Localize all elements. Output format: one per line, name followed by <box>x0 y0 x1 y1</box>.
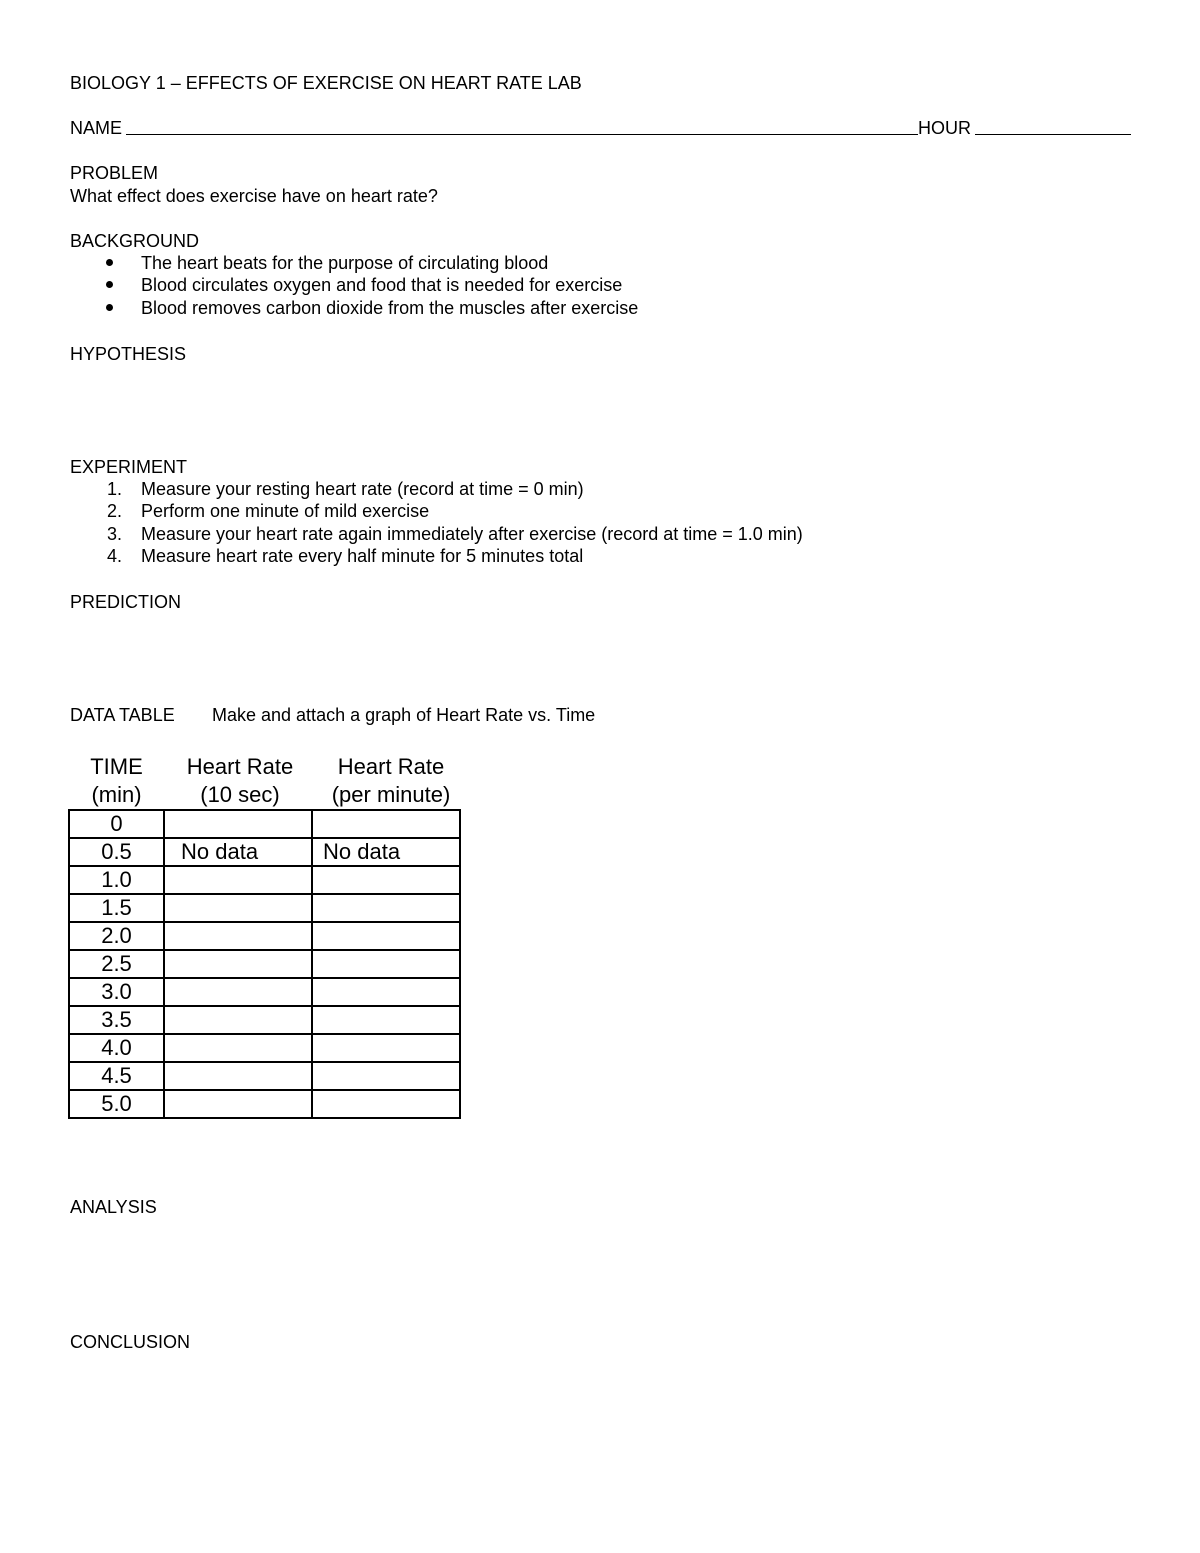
table-row <box>69 1006 460 1034</box>
hr10-cell[interactable] <box>164 866 312 894</box>
time-cell: 1.5 <box>69 894 164 922</box>
hour-blank[interactable] <box>975 134 1131 135</box>
hr10-cell[interactable] <box>164 1006 312 1034</box>
hr10-cell[interactable] <box>164 922 312 950</box>
problem-heading: PROBLEM <box>70 163 159 183</box>
time-cell: 2.0 <box>69 922 164 950</box>
name-blank[interactable] <box>126 134 918 135</box>
hr10-cell[interactable] <box>164 1034 312 1062</box>
background-item: Blood removes carbon dioxide from the muscles after exercise <box>141 298 639 318</box>
hrmin-cell[interactable] <box>312 866 460 894</box>
time-cell: 1.0 <box>69 866 164 894</box>
hrmin-cell[interactable] <box>312 894 460 922</box>
analysis-heading: ANALYSIS <box>70 1197 157 1217</box>
time-cell: 4.0 <box>69 1034 164 1062</box>
step-text: Measure your heart rate again immediately after exercise (record at time = 1.0 min) <box>141 524 803 544</box>
data-table-heading: DATA TABLE <box>70 705 175 725</box>
hrmin-cell[interactable] <box>312 810 460 838</box>
data-table-instruction: Make and attach a graph of Heart Rate vs. Time <box>212 705 596 725</box>
table-row <box>69 1062 460 1090</box>
hrmin-cell[interactable] <box>312 950 460 978</box>
hr10-cell: No data <box>164 838 312 866</box>
hr10-cell[interactable] <box>164 894 312 922</box>
hour-label: HOUR <box>918 118 971 138</box>
col-header-line: TIME <box>90 754 143 779</box>
col-header-hr10 <box>165 753 315 809</box>
col-header-time <box>68 753 165 809</box>
experiment-heading: EXPERIMENT <box>70 457 188 477</box>
table-row <box>69 1034 460 1062</box>
background-item: The heart beats for the purpose of circulating blood <box>141 253 549 273</box>
table-row <box>69 894 460 922</box>
background-heading: BACKGROUND <box>70 231 200 251</box>
col-header-hrmin <box>315 753 467 809</box>
hr10-cell[interactable] <box>164 1062 312 1090</box>
hrmin-cell[interactable] <box>312 1034 460 1062</box>
step-text: Measure your resting heart rate (record at time = 0 min) <box>141 479 584 499</box>
hrmin-cell[interactable] <box>312 1006 460 1034</box>
hr10-cell[interactable] <box>164 810 312 838</box>
time-cell: 3.5 <box>69 1006 164 1034</box>
table-row <box>69 866 460 894</box>
name-label: NAME <box>70 118 123 138</box>
data-table <box>68 809 461 1119</box>
col-header-line: (10 sec) <box>200 782 280 807</box>
step-text: Measure heart rate every half minute for 5 minutes total <box>141 546 584 566</box>
step-text: Perform one minute of mild exercise <box>141 501 430 521</box>
hr10-cell[interactable] <box>164 1090 312 1118</box>
table-row <box>69 810 460 838</box>
conclusion-heading: CONCLUSION <box>70 1332 191 1352</box>
hrmin-cell[interactable] <box>312 1090 460 1118</box>
prediction-heading: PREDICTION <box>70 592 182 612</box>
time-cell: 5.0 <box>69 1090 164 1118</box>
hrmin-cell[interactable] <box>312 922 460 950</box>
col-header-line: Heart Rate <box>337 754 445 779</box>
time-cell: 3.0 <box>69 978 164 1006</box>
bullet-icon <box>106 304 113 311</box>
time-cell: 2.5 <box>69 950 164 978</box>
hrmin-cell[interactable] <box>312 1062 460 1090</box>
table-row <box>69 922 460 950</box>
time-cell: 0 <box>69 810 164 838</box>
table-row <box>69 950 460 978</box>
step-number: 1. <box>106 479 122 499</box>
page-title: BIOLOGY 1 – EFFECTS OF EXERCISE ON HEART RATE LAB <box>70 73 582 93</box>
table-row <box>69 1090 460 1118</box>
bullet-icon <box>106 259 113 266</box>
table-row <box>69 838 460 866</box>
step-number: 4. <box>106 546 122 566</box>
col-header-line: (per minute) <box>331 782 451 807</box>
time-cell: 4.5 <box>69 1062 164 1090</box>
bullet-icon <box>106 281 113 288</box>
step-number: 2. <box>106 501 122 521</box>
hrmin-cell[interactable] <box>312 978 460 1006</box>
table-row <box>69 978 460 1006</box>
hypothesis-heading: HYPOTHESIS <box>70 344 187 364</box>
problem-question: What effect does exercise have on heart rate? <box>70 186 438 206</box>
col-header-line: (min) <box>91 782 142 807</box>
background-item: Blood circulates oxygen and food that is needed for exercise <box>141 275 623 295</box>
hr10-cell[interactable] <box>164 978 312 1006</box>
step-number: 3. <box>106 524 122 544</box>
hrmin-cell: No data <box>312 838 460 866</box>
time-cell: 0.5 <box>69 838 164 866</box>
hr10-cell[interactable] <box>164 950 312 978</box>
col-header-line: Heart Rate <box>186 754 294 779</box>
